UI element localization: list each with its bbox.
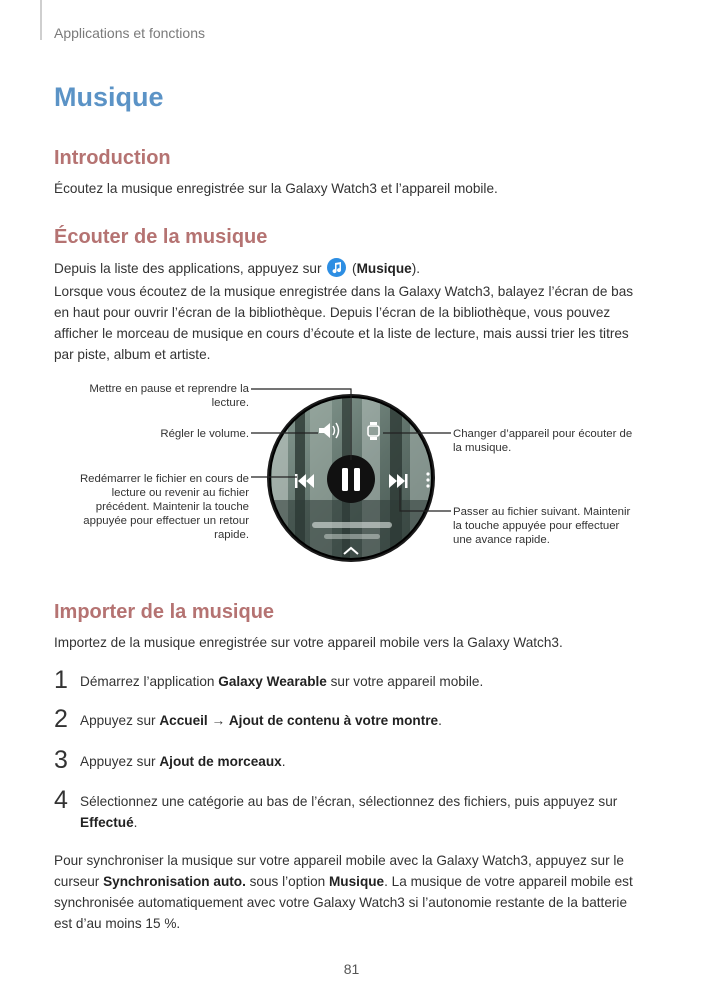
step-number: 2 bbox=[54, 705, 68, 733]
sync-paragraph bbox=[54, 850, 644, 934]
arrow-icon: → bbox=[207, 713, 229, 728]
music-option-name: Musique bbox=[328, 874, 385, 889]
step-number: 4 bbox=[54, 786, 68, 814]
page-number: 81 bbox=[343, 961, 360, 977]
step-number: 1 bbox=[54, 666, 68, 694]
step-text-pre: Sélectionnez une catégorie au bas de l’écran, sélectionnez des fichiers, puis appuyez sur bbox=[80, 794, 618, 809]
callout-volume: Régler le volume. bbox=[160, 428, 249, 440]
step-text-bold: Ajout de contenu à votre montre bbox=[228, 713, 439, 728]
callout-restart: Redémarrer le fichier en cours de lecture ou revenir au fichier précédent. Maintenir la touche appuyée pour effectuer un retour rapide. bbox=[79, 473, 249, 541]
intro-text: Écoutez la musique enregistrée sur la Galaxy Watch3 et l’appareil mobile. bbox=[54, 181, 498, 196]
listen-paragraph-1 bbox=[54, 258, 654, 279]
callout-pause: Mettre en pause et reprendre la lecture. bbox=[89, 383, 249, 409]
intro-heading: Introduction bbox=[54, 147, 171, 169]
page-title: Musique bbox=[54, 82, 164, 112]
music-app-name: Musique bbox=[356, 261, 412, 276]
more-options-icon[interactable] bbox=[426, 472, 429, 487]
listen-p1-end: ). bbox=[411, 261, 421, 276]
step-text-post: . bbox=[438, 713, 442, 728]
import-heading: Importer de la musique bbox=[54, 601, 275, 623]
step-text-bold: Effectué bbox=[80, 815, 134, 830]
watch-illustration bbox=[250, 380, 460, 580]
step-text-post: . bbox=[281, 754, 286, 769]
pause-icon[interactable] bbox=[327, 455, 375, 503]
step-text-pre: Appuyez sur bbox=[80, 754, 160, 769]
sync-text-post: . La musique de votre appareil mobile est synchronisée automatiquement avec votre Galaxy Watch3 si l’autonomie restante de la batterie est d’au moins 15 %. bbox=[54, 874, 633, 931]
step-text-post: . bbox=[133, 815, 138, 830]
listen-p1-paren: ( bbox=[348, 261, 357, 276]
page-margin-line bbox=[40, 0, 42, 40]
step-text bbox=[80, 710, 660, 731]
sync-option-name: Synchronisation auto. bbox=[103, 874, 246, 889]
callout-next: Passer au fichier suivant. Maintenir la touche appuyée pour effectuer une avance rapide. bbox=[453, 506, 631, 546]
sync-text-pre: Pour synchroniser la musique sur votre appareil mobile avec la Galaxy Watch3, appuyez sur le curseur bbox=[54, 853, 624, 889]
step-text-bold: Ajout de morceaux bbox=[159, 754, 282, 769]
callout-device: Changer d’appareil pour écouter de la musique. bbox=[453, 428, 633, 454]
step-text bbox=[80, 791, 620, 833]
step-text-pre: Démarrez l’application bbox=[80, 674, 219, 689]
music-app-icon bbox=[327, 258, 346, 277]
step-text-bold: Galaxy Wearable bbox=[218, 674, 327, 689]
step-text bbox=[80, 751, 660, 772]
step-text-post: sur votre appareil mobile. bbox=[326, 674, 484, 689]
step-text-pre: Appuyez sur bbox=[80, 713, 160, 728]
listen-p1-pre: Depuis la liste des applications, appuyez sur bbox=[54, 261, 322, 276]
step-text-bold: Accueil bbox=[159, 713, 208, 728]
listen-heading: Écouter de la musique bbox=[54, 226, 268, 248]
listen-paragraph-2: Lorsque vous écoutez de la musique enregistrée dans la Galaxy Watch3, balayez l’écran de bas en haut pour ouvrir l’écran de la bibliothèque. Depuis l’écran de la bibliothèque, vous pouvez afficher le morceau de musique en cours d’écoute et la liste de lecture, mais aussi trier les titres par piste, album et artiste. bbox=[54, 284, 634, 362]
import-text: Importez de la musique enregistrée sur votre appareil mobile vers la Galaxy Watch3. bbox=[54, 635, 563, 650]
step-text bbox=[80, 671, 660, 692]
step-number: 3 bbox=[54, 746, 68, 774]
running-header: Applications et fonctions bbox=[54, 25, 205, 41]
sync-text-mid: sous l’option bbox=[245, 874, 329, 889]
